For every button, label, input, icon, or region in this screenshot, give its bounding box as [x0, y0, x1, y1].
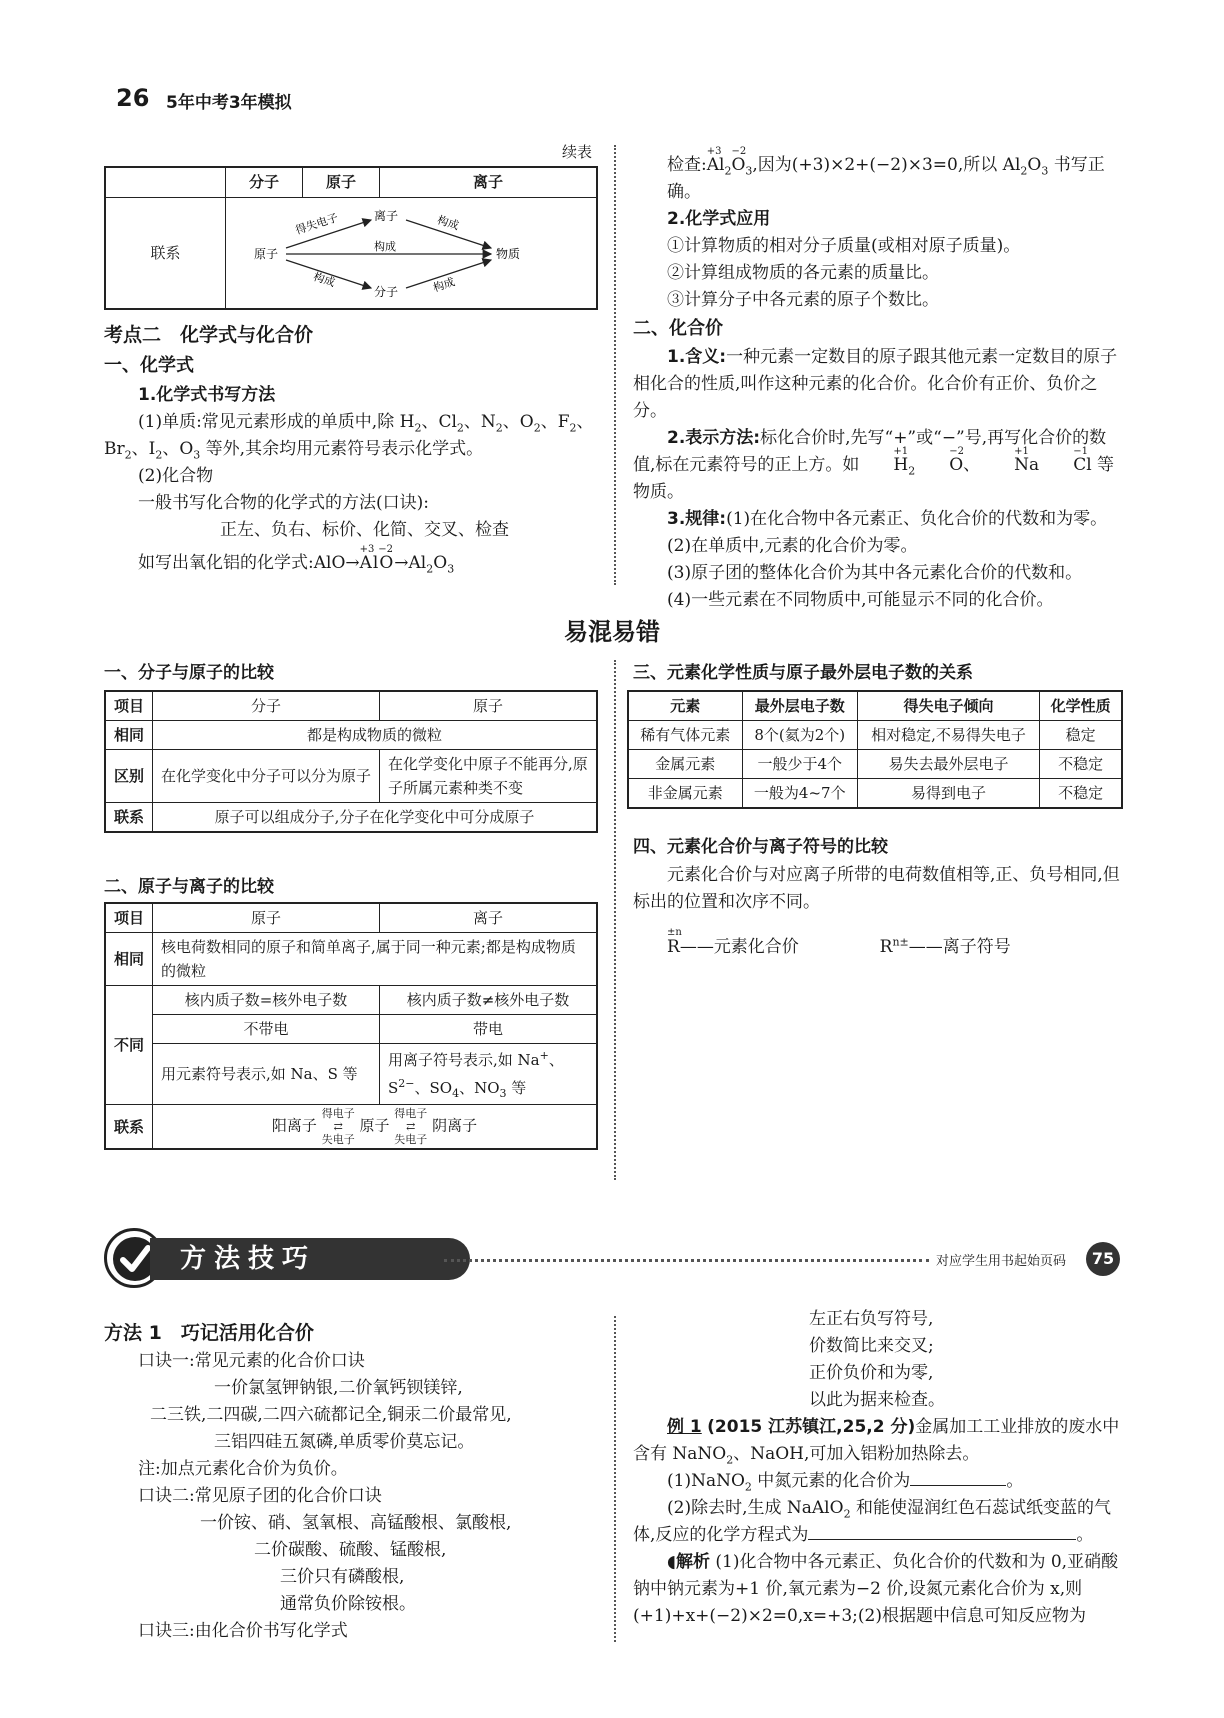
answer-blank-1[interactable] [910, 1485, 1006, 1486]
label-compose-direct: 构成 [374, 239, 396, 253]
banner-note: 对应学生用书起始页码 [936, 1254, 1067, 1269]
question-1: (1)NaNO$_2$ 中氮元素的化合价为 。 [667, 1471, 1024, 1494]
mnemonic-1-line-b: 二三铁,二四碳,二四六硫都记全,铜汞二价最常见, [150, 1405, 512, 1425]
mnemonic-3-line-d: 以此为据来检查。 [809, 1390, 945, 1410]
chemical-formula-heading: 一、化学式 [104, 355, 194, 376]
formula-writing-heading: 1.化学式书写方法 [138, 385, 276, 405]
ion-label: ——离子符号 [908, 937, 1011, 957]
book-title: 5年中考3年模拟 [166, 93, 292, 113]
s3-cell: 一般少于4个 [742, 750, 857, 779]
s1-same-text: 都是构成物质的微粒 [153, 721, 598, 750]
s2-same-label: 相同 [105, 933, 153, 986]
answer-blank-2[interactable] [808, 1539, 1076, 1540]
mnemonic-2-line-b: 二价碳酸、硫酸、锰酸根, [254, 1540, 447, 1560]
mnemonic-2-line-a: 一价铵、硝、氢氧根、高锰酸根、氯酸根, [200, 1513, 512, 1533]
cation-text: 阳离子 [271, 1116, 317, 1135]
s3-header-element: 元素 [628, 691, 742, 721]
s3-cell: 8个(氦为2个) [742, 721, 857, 750]
s3-cell: 相对稳定,不易得失电子 [857, 721, 1039, 750]
s3-cell: 金属元素 [628, 750, 742, 779]
valence-symbol: ±n R [667, 927, 682, 957]
s4-title: 四、元素化合价与离子符号的比较 [633, 837, 888, 857]
s2-link-label: 联系 [105, 1105, 153, 1150]
s2-diff-ion-1: 核内质子数≠核外电子数 [380, 986, 598, 1015]
s1-same-label: 相同 [105, 721, 153, 750]
node-molecule: 分子 [374, 284, 399, 299]
analysis: ◖解析 (1)化合物中各元素正、负化合价的代数和为 0,亚硝酸钠中钠元素为+1 价,氧元素为−2 价,设氮元素化合价为 x,则(+1)+x+(−2)×2=0,x=+3;(2)根据题中信息可知反应物为 [633, 1552, 1119, 1626]
column-divider-mid [614, 660, 616, 1180]
valence-rule-3: (3)原子团的整体化合价为其中各元素化合价的代数和。 [667, 563, 1083, 583]
s1-header-atom: 原子 [380, 691, 598, 721]
node-ion: 离子 [374, 208, 399, 223]
valence-rule-1: 3.规律:(1)在化合物中各元素正、负化合价的代数和为零。 [667, 509, 1108, 529]
s2-header-ion: 离子 [380, 903, 598, 933]
column-divider-bottom [614, 1316, 616, 1642]
mnemonic-2: 口诀二:常见原子团的化合价口诀 [138, 1486, 382, 1506]
ion-symbol: R [879, 937, 893, 957]
compound-method: 一般书写化合物的化学式的方法(口诀): [138, 493, 429, 513]
mnemonic-2-line-d: 通常负价除铵根。 [280, 1594, 416, 1614]
use-item-2: ②计算组成物质的各元素的质量比。 [667, 263, 939, 283]
question-2: (2)除去时,生成 NaAlO$_2$ 和能使湿润红色石蕊试纸变蓝的气体,反应的化学方程式为 。 [633, 1498, 1111, 1545]
s3-cell: 非金属元素 [628, 779, 742, 809]
s1-link-text: 原子可以组成分子,分子在化学变化中可分成原子 [153, 803, 598, 833]
valence-representation: 2.表示方法:标化合价时,先写“+”或“−”号,再写化合价的数值,标在元素符号的正上方。如 +1 $H_2$ −2 O、 +1 Na −1 Cl 等物质。 [633, 428, 1115, 502]
element-para-1: (1)单质:常见元素形成的单质中,除 $H_2$、$Cl_2$、$N_2$、$O_2$、$F_2$、 [138, 412, 594, 435]
label-compose-substance: 构成 [431, 274, 457, 295]
atom-text: 原子 [359, 1116, 390, 1135]
s1-header-item: 项目 [105, 691, 153, 721]
formula-use-heading: 2.化学式应用 [667, 209, 771, 229]
mnemonic-1-line-a: 一价氯氢钾钠银,二价氧钙钡镁锌, [214, 1378, 463, 1398]
s1-diff-molecule: 在化学变化中分子可以分为原子 [153, 750, 380, 803]
use-item-1: ①计算物质的相对分子质量(或相对原子质量)。 [667, 236, 1021, 256]
method-banner-title: 方法技巧 [150, 1238, 470, 1280]
s4-formulas: ±n R——元素化合价 $R^{n\pm}——$离子符号 [633, 932, 1123, 962]
valence-rule-4: (4)一些元素在不同物质中,可能显示不同的化合价。 [667, 590, 1054, 610]
label-gain-lose: 得失电子 [293, 210, 340, 237]
s3-cell: 稀有气体元素 [628, 721, 742, 750]
element-para-2: $Br_2$、$I_2$、$O_3$ 等外,其余均用元素符号表示化学式。 [104, 439, 484, 462]
s2-link-cell [153, 1105, 598, 1150]
element-property-table [627, 690, 1123, 809]
mnemonic-1: 口诀一:常见元素的化合价口诀 [138, 1351, 365, 1371]
mnemonic-1-line-c: 三铝四硅五氮磷,单质零价莫忘记。 [214, 1432, 475, 1452]
method-banner [104, 1228, 1124, 1292]
s2-header-atom: 原子 [153, 903, 380, 933]
header-molecule: 分子 [226, 167, 303, 197]
molecule-atom-compare-table [104, 690, 598, 833]
s2-title: 二、原子与离子的比较 [104, 877, 274, 897]
s2-diff-label: 不同 [105, 986, 153, 1105]
s2-header-item: 项目 [105, 903, 153, 933]
compound-heading: (2)化合物 [138, 466, 214, 486]
header-atom: 原子 [303, 167, 380, 197]
s2-diff-ion-3: 用离子符号表示,如 Na+、 $S^{2-}$、$SO_4$、$NO_3$ 等 [380, 1044, 598, 1105]
valence-meaning: 1.含义:一种元素一定数目的原子跟其他元素一定数目的原子相化合的性质,叫作这种元素的化合价。化合价有正价、负价之分。 [633, 347, 1118, 421]
s2-diff-atom-3: 用元素符号表示,如 Na、S 等 [153, 1044, 380, 1105]
label-compose-molecule: 构成 [311, 269, 337, 289]
compound-mnemonic: 正左、负右、标价、化简、交叉、检查 [220, 520, 509, 540]
s3-cell: 易失去最外层电子 [857, 750, 1039, 779]
s3-header-property: 化学性质 [1040, 691, 1122, 721]
example-1: 例 1 (2015 江苏镇江,25,2 分)金属加工工业排放的废水中含有 NaNO$_2$、NaOH,可加入铝粉加热除去。 [633, 1417, 1120, 1467]
alumina-example: 如写出氧化铝的化学式:AlO→ +3 AlO −2 $\to Al_2O_3$ [138, 544, 455, 576]
anion-text: 阴离子 [432, 1116, 478, 1135]
mnemonic-3-line-a: 左正右负写符号, [809, 1309, 934, 1329]
method1-title: 方法 1 巧记活用化合价 [104, 1322, 314, 1344]
label-compose-ion: 构成 [435, 212, 461, 233]
node-substance: 物质 [496, 246, 521, 261]
molecule-atom-ion-table [104, 166, 598, 310]
s2-same-text: 核电荷数相同的原子和简单离子,属于同一种元素;都是构成物质的微粒 [153, 933, 598, 986]
relation-diagram [226, 197, 598, 309]
row-label-link: 联系 [105, 197, 226, 309]
mnemonic-3-line-c: 正价负价和为零, [809, 1363, 934, 1383]
s1-link-label: 联系 [105, 803, 153, 833]
gain-lose-arrow-1: 得电子 ⇄ 失电子 [321, 1107, 355, 1146]
s1-diff-atom: 在化学变化中原子不能再分,原子所属元素种类不变 [380, 750, 598, 803]
s3-cell: 一般为4~7个 [742, 779, 857, 809]
s3-cell: 不稳定 [1040, 779, 1122, 809]
s3-header-electrons: 最外层电子数 [742, 691, 857, 721]
mnemonic-3: 口诀三:由化合价书写化学式 [138, 1621, 348, 1641]
column-divider [614, 145, 616, 585]
mnemonic-note: 注:加点元素化合价为负价。 [138, 1459, 348, 1479]
check-line: 检查: +3 $Al_2$ −2 $O_3$,因为(+3)×2+(−2)×3=0,所以 $Al_2O_3$ 书写正确。 [667, 146, 1105, 202]
node-atom: 原子 [254, 246, 279, 261]
banner-page-badge: 75 [1086, 1242, 1120, 1276]
s2-diff-atom-2: 不带电 [153, 1015, 380, 1044]
s2-diff-ion-2: 带电 [380, 1015, 598, 1044]
kaodian2-title: 考点二 化学式与化合价 [104, 324, 314, 346]
gain-lose-arrow-2: 得电子 ⇄ 失电子 [394, 1107, 428, 1146]
mnemonic-2-line-c: 三价只有磷酸根, [280, 1567, 405, 1587]
s1-title: 一、分子与原子的比较 [104, 663, 274, 683]
header-ion: 离子 [380, 167, 598, 197]
valence-rule-2: (2)在单质中,元素的化合价为零。 [667, 536, 918, 556]
relation-diagram-svg [246, 198, 596, 308]
s2-diff-atom-1: 核内质子数=核外电子数 [153, 986, 380, 1015]
banner-dotted-line [444, 1259, 929, 1262]
mnemonic-3-line-b: 价数简比来交叉; [809, 1336, 934, 1356]
continued-label: 续表 [562, 143, 593, 161]
s3-title: 三、元素化学性质与原子最外层电子数的关系 [633, 663, 973, 683]
valence-heading: 二、化合价 [633, 318, 723, 339]
s3-cell: 易得到电子 [857, 779, 1039, 809]
s1-diff-label: 区别 [105, 750, 153, 803]
analysis-label: ◖解析 [667, 1552, 710, 1572]
page-number: 26 [116, 84, 150, 112]
s3-header-tendency: 得失电子倾向 [857, 691, 1039, 721]
valence-label: ——元素化合价 [679, 937, 799, 957]
atom-ion-compare-table [104, 902, 598, 1150]
s1-header-molecule: 分子 [153, 691, 380, 721]
yihun-title: 易混易错 [564, 618, 660, 646]
use-item-3: ③计算分子中各元素的原子个数比。 [667, 290, 939, 310]
s3-cell: 不稳定 [1040, 750, 1122, 779]
s4-paragraph: 元素化合价与对应离子所带的电荷数值相等,正、负号相同,但标出的位置和次序不同。 [633, 865, 1120, 912]
s3-cell: 稳定 [1040, 721, 1122, 750]
